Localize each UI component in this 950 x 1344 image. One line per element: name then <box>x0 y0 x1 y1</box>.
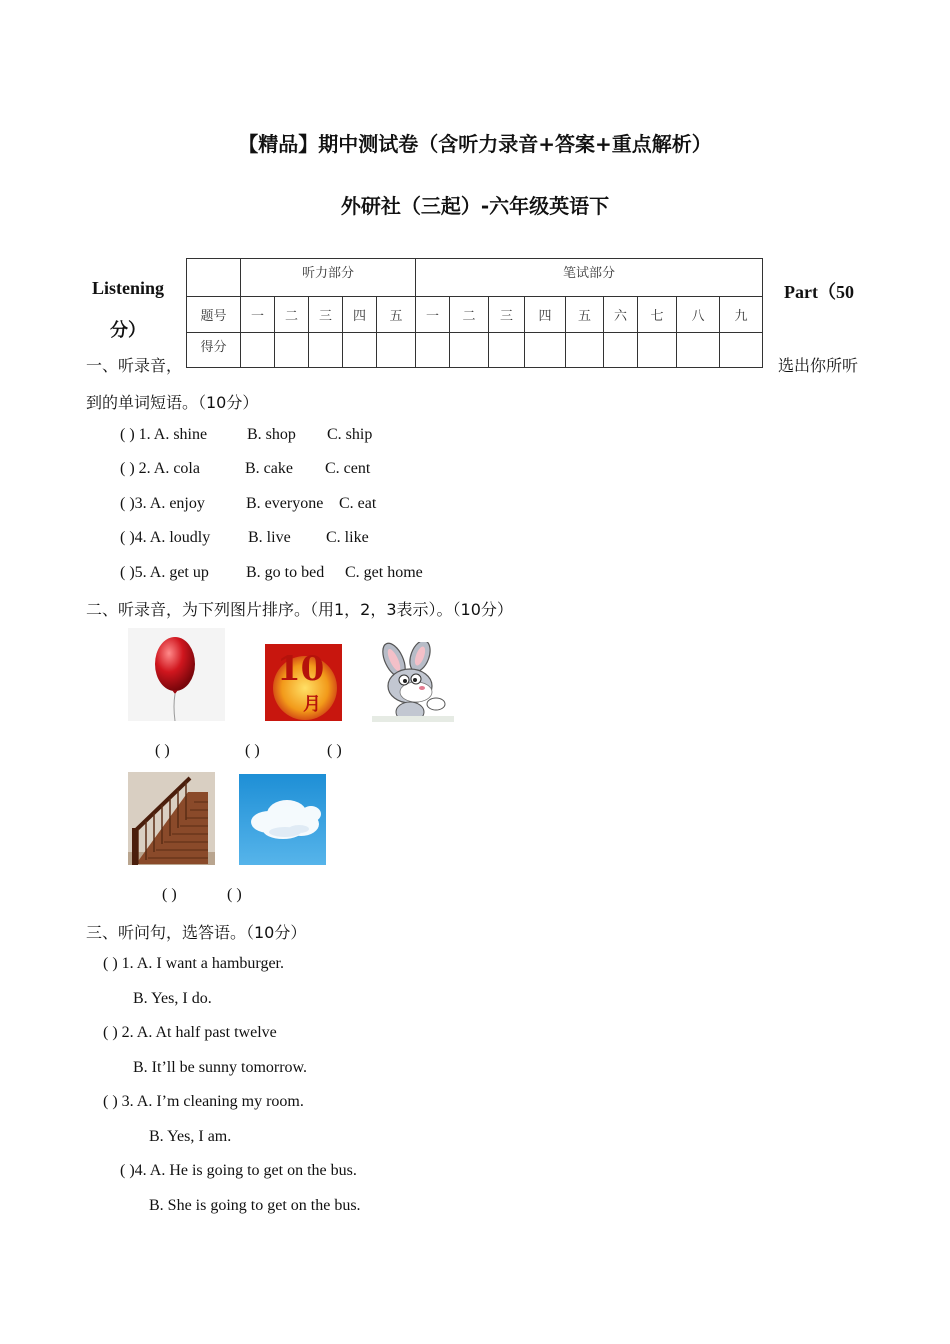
table-cell: 八 <box>677 297 720 333</box>
written-group-header: 笔试部分 <box>416 259 763 297</box>
score-cell[interactable] <box>450 333 489 368</box>
score-cell[interactable] <box>604 333 638 368</box>
question-4-option-c: C. like <box>326 529 369 546</box>
staircase-picture <box>128 772 215 865</box>
question-1-option-c: C. ship <box>327 426 373 443</box>
s3-question-4-option-b: B. She is going to get on the bus. <box>149 1197 361 1214</box>
part-label-fen: 分） <box>110 320 146 341</box>
table-cell: 五 <box>566 297 604 333</box>
bunny-icon <box>372 642 454 722</box>
s3-question-4-option-a: ( )4. A. He is going to get on the bus. <box>120 1162 357 1179</box>
table-cell: 二 <box>275 297 309 333</box>
question-2-option-c: C. cent <box>325 460 371 477</box>
score-cell[interactable] <box>416 333 450 368</box>
svg-text:月: 月 <box>303 694 321 715</box>
question-2-option-b: B. cake <box>245 460 293 477</box>
s3-question-2-option-a: ( ) 2. A. At half past twelve <box>103 1024 277 1041</box>
score-cell[interactable] <box>377 333 416 368</box>
s3-question-1-option-b: B. Yes, I do. <box>133 990 212 1007</box>
score-cell[interactable] <box>275 333 309 368</box>
score-cell[interactable] <box>566 333 604 368</box>
s3-question-3-option-b: B. Yes, I am. <box>149 1128 232 1145</box>
section1-heading-c: 到的单词短语。（10分） <box>86 393 259 412</box>
question-3-stem: ( )3. A. enjoy <box>120 495 205 512</box>
table-cell: 五 <box>377 297 416 333</box>
section2-heading: 二、听录音，为下列图片排序。（用1，2，3表示）。（10分） <box>86 600 513 619</box>
staircase-icon <box>128 772 215 865</box>
score-cell[interactable] <box>241 333 275 368</box>
row-score-label: 得分 <box>187 333 241 368</box>
table-cell: 九 <box>720 297 763 333</box>
score-cell[interactable] <box>638 333 677 368</box>
table-cell: 二 <box>450 297 489 333</box>
picture-3-answer-bracket[interactable]: ( ) <box>327 742 342 759</box>
balloon-picture <box>128 628 225 721</box>
page-subtitle: 外研社（三起）-六年级英语下 <box>340 194 610 218</box>
part-label-right: Part（50 <box>784 282 854 302</box>
table-cell: 一 <box>241 297 275 333</box>
cloud-picture <box>239 774 326 865</box>
calendar-icon <box>265 644 342 721</box>
table-cell: 四 <box>525 297 566 333</box>
page-title: 【精品】期中测试卷（含听力录音+答案+重点解析） <box>238 132 712 156</box>
question-3-option-c: C. eat <box>339 495 377 512</box>
october-calendar-picture <box>265 644 342 721</box>
table-cell: 三 <box>309 297 343 333</box>
picture-1-answer-bracket[interactable]: ( ) <box>155 742 170 759</box>
row-number-label: 题号 <box>187 297 241 333</box>
question-1-stem: ( ) 1. A. shine <box>120 426 208 443</box>
section1-heading-b: 选出你所听 <box>778 356 859 375</box>
cloud-icon <box>239 774 326 865</box>
section3-heading: 三、听问句，选答语。（10分） <box>86 923 307 942</box>
question-2-stem: ( ) 2. A. cola <box>120 460 200 477</box>
balloon-icon <box>128 628 225 721</box>
score-cell[interactable] <box>720 333 763 368</box>
score-cell[interactable] <box>677 333 720 368</box>
score-table <box>186 258 763 368</box>
score-cell[interactable] <box>525 333 566 368</box>
section1-heading-a: 一、听录音， <box>86 356 183 375</box>
question-1-option-b: B. shop <box>247 426 296 443</box>
picture-2-answer-bracket[interactable]: ( ) <box>245 742 260 759</box>
svg-text:10: 10 <box>277 649 325 689</box>
question-3-option-b: B. everyone <box>246 495 324 512</box>
picture-5-answer-bracket[interactable]: ( ) <box>227 886 242 903</box>
score-cell[interactable] <box>489 333 525 368</box>
table-cell: 一 <box>416 297 450 333</box>
score-cell[interactable] <box>343 333 377 368</box>
s3-question-1-option-a: ( ) 1. A. I want a hamburger. <box>103 955 284 972</box>
table-cell: 六 <box>604 297 638 333</box>
listening-group-header: 听力部分 <box>241 259 416 297</box>
score-cell[interactable] <box>309 333 343 368</box>
table-cell: 三 <box>489 297 525 333</box>
part-label-left: Listening <box>92 278 165 298</box>
question-4-option-b: B. live <box>248 529 291 546</box>
question-5-option-c: C. get home <box>345 564 423 581</box>
s3-question-3-option-a: ( ) 3. A. I’m cleaning my room. <box>103 1093 304 1110</box>
bunny-picture <box>372 642 454 722</box>
question-5-stem: ( )5. A. get up <box>120 564 209 581</box>
question-5-option-b: B. go to bed <box>246 564 325 581</box>
picture-4-answer-bracket[interactable]: ( ) <box>162 886 177 903</box>
table-cell: 七 <box>638 297 677 333</box>
question-4-stem: ( )4. A. loudly <box>120 529 211 546</box>
table-cell: 四 <box>343 297 377 333</box>
score-table-corner <box>187 259 241 297</box>
s3-question-2-option-b: B. It’ll be sunny tomorrow. <box>133 1059 308 1076</box>
